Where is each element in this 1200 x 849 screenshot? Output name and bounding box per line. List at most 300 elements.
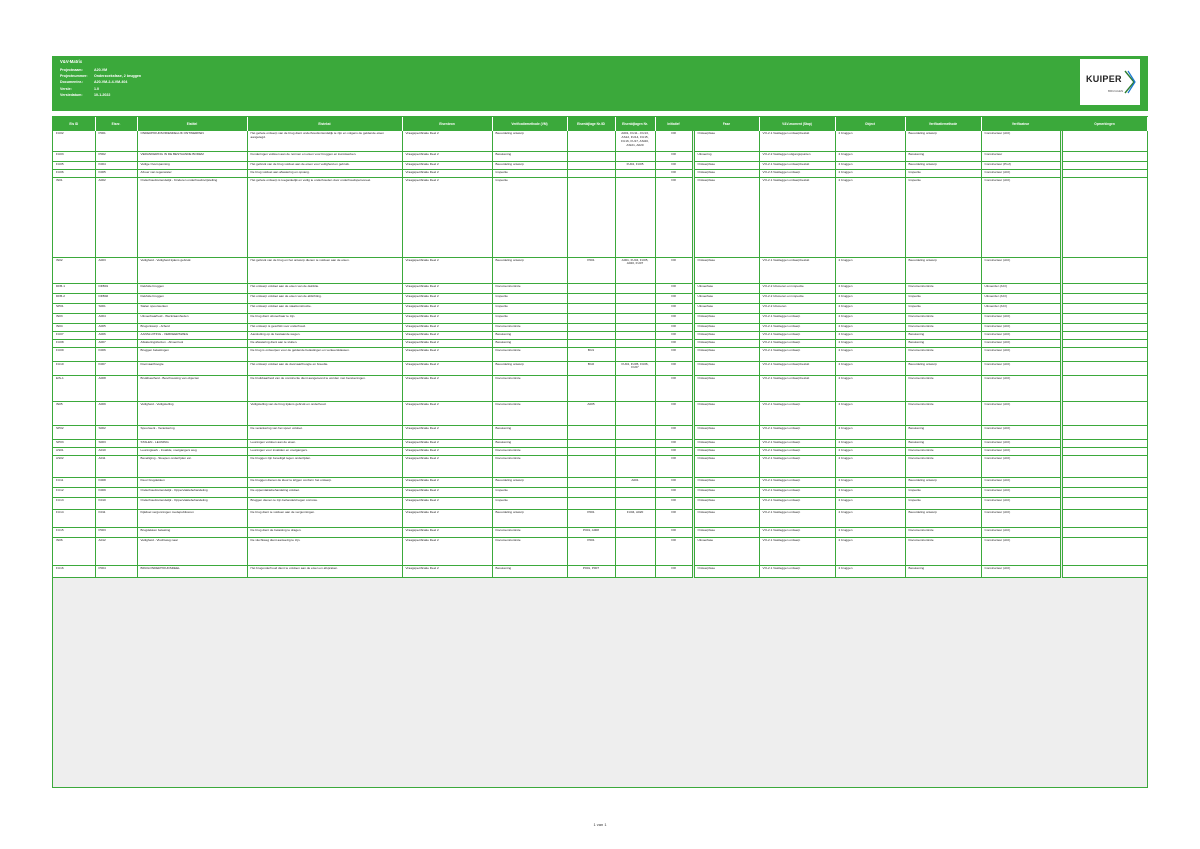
table-cell: Vraagspecificatie Deel 2 (402, 401, 492, 425)
table-cell (1061, 565, 1147, 577)
table-cell: OR (655, 161, 693, 169)
table-cell: De brug dient te voldoen aan de vergunningen. (247, 509, 402, 527)
table-cell: Constructeur (ACI) (981, 487, 1061, 497)
table-cell (615, 401, 655, 425)
table-cell: K008 (95, 477, 137, 487)
table-cell: De verankering van het spoor voldoet. (247, 425, 402, 439)
table-cell: IN01 (53, 177, 95, 257)
logo-subtext: BRUGGEN (1108, 89, 1124, 93)
table-cell: 2 bruggen (835, 339, 905, 347)
table-cell: Het ontwerp is geschikt voor onderhoud. (247, 323, 402, 331)
table-cell: Vraagspecificatie Deel 2 (402, 425, 492, 439)
table-cell: Documentcontrole (492, 537, 567, 565)
table-cell: VO-2.2 Uitvoeren en inspectie (759, 283, 835, 293)
table-cell: A012 (95, 537, 137, 565)
table-cell: A011 (95, 455, 137, 477)
table-cell: A003 (95, 257, 137, 283)
table-cell: Beoordeling ontwerp (905, 257, 981, 283)
table-cell: Het gebruik van de brug voldoet aan de eisen voor veiligheid en gebruik. (247, 161, 402, 169)
table-row (53, 509, 1147, 527)
table-cell: 2 bruggen (835, 293, 905, 303)
table-cell: ONDERHOUDSVRIENDELIJK ONTWERPEN (137, 131, 247, 151)
table-cell (1061, 361, 1147, 375)
table-cell: 2 bruggen (835, 161, 905, 169)
table-cell: OR (655, 497, 693, 509)
table-cell: Documentcontrole (492, 401, 567, 425)
table-cell: Kijkduel vergunningen medepubliceren (137, 509, 247, 527)
table-cell (1061, 439, 1147, 447)
table-row (53, 487, 1147, 497)
table-cell: BIJ1 (567, 347, 615, 361)
vv-matrix-table (52, 116, 1148, 788)
table-cell: Ontwerpfase (693, 331, 759, 339)
table-row (53, 425, 1147, 439)
table-cell: VO-2.1 Vastleggen ontwerp (759, 439, 835, 447)
table-cell: A007 (95, 339, 137, 347)
table-cell: FU14 (53, 509, 95, 527)
table-cell: P001 (567, 257, 615, 283)
table-cell: Ontwerpfase (693, 565, 759, 577)
table-row (53, 439, 1147, 447)
table-cell: Documentcontrole (492, 527, 567, 537)
table-row (53, 169, 1147, 177)
table-row (53, 339, 1147, 347)
table-cell: Funderingen voldoen aan de normen en eisen voor bruggen en kunstwerken. (247, 151, 402, 161)
table-cell: Het ontwerp voldoet aan de eisen van de dekfolie. (247, 283, 402, 293)
table-cell: EIS-1 (53, 375, 95, 401)
table-cell: Beoordeling ontwerp (905, 361, 981, 375)
table-cell: Uitvoerder (ACI) (981, 303, 1061, 313)
table-cell (615, 151, 655, 161)
table-cell: Inspectie (492, 177, 567, 257)
logo-text: KUIPER (1086, 74, 1122, 84)
table-cell: OR (655, 375, 693, 401)
table-cell: OR (655, 313, 693, 323)
table-cell: Ontwerpfase (693, 177, 759, 257)
table-cell: Constructeur (ACI) (981, 537, 1061, 565)
table-row (53, 331, 1147, 339)
table-header-row (53, 117, 1147, 131)
table-cell (1061, 375, 1147, 401)
table-cell: VO-2.1 Vastleggen ontwerpbesluit (759, 361, 835, 375)
table-cell (1061, 487, 1147, 497)
table-cell: OR (655, 303, 693, 313)
table-cell: Constructeur (ACI) (981, 477, 1061, 487)
table-cell: P001, A008 (567, 527, 615, 537)
table-cell: 2 bruggen (835, 131, 905, 151)
meta-value: A20-VM-2-4-VM-404 (94, 80, 128, 85)
table-cell: BIJ2 (567, 361, 615, 375)
table-cell: AS01 (53, 447, 95, 455)
table-cell: Beoordeling ontwerp (905, 477, 981, 487)
meta-key: Projectnaam: (60, 68, 83, 72)
table-cell: FU10 (53, 361, 95, 375)
table-cell: IN04 (53, 323, 95, 331)
table-cell: A001, FU04, FU05, A020, FU07 (615, 257, 655, 283)
table-cell: Uitvoering (693, 151, 759, 161)
table-cell: De brug dient uitvoerbaar te zijn. (247, 313, 402, 323)
table-cell: A002 (95, 177, 137, 257)
table-cell: FU03 (53, 151, 95, 161)
table-cell: Berekening (492, 339, 567, 347)
column-header: Eisnr. (95, 117, 137, 131)
table-cell (567, 497, 615, 509)
table-cell: 2 bruggen (835, 425, 905, 439)
table-cell: Documentcontrole (492, 323, 567, 331)
meta-key: Documentnr.: (60, 80, 84, 85)
table-cell: Ontwerpfase (693, 313, 759, 323)
table-cell: Ontwerpfase (693, 477, 759, 487)
table-cell: A006 (95, 331, 137, 339)
table-cell: Inspectie (905, 487, 981, 497)
table-cell: Constructeur (ACI) (981, 439, 1061, 447)
table-cell: Ontwerpfase (693, 323, 759, 331)
table-cell: Constructeur (ACI) (981, 565, 1061, 577)
table-cell (615, 331, 655, 339)
meta-value: Onderzoeksfase, 2 bruggen (94, 74, 142, 79)
table-cell: Beoordeling ontwerp (492, 257, 567, 283)
table-cell: P001 (567, 509, 615, 527)
table-cell: A010 (95, 447, 137, 455)
table-cell: Doorvaarthoogte (137, 361, 247, 375)
table-cell (567, 169, 615, 177)
table-cell: Inspectie (492, 497, 567, 509)
table-cell: Documentcontrole (905, 347, 981, 361)
table-cell (567, 131, 615, 151)
meta-key: Versiedatum: (60, 92, 83, 97)
table-cell (1061, 177, 1147, 257)
table-cell: VO-2.1 Vastleggen ontwerp (759, 331, 835, 339)
table-cell: VO-2.3 Vastleggen ontwerp (759, 169, 835, 177)
table-cell: FU04, A020 (615, 509, 655, 527)
table-row (53, 177, 1147, 257)
table-cell (615, 455, 655, 477)
table-cell: Constructeur (ACI) (981, 447, 1061, 455)
table-cell: Kleur brugdekken (137, 477, 247, 487)
table-cell: Onderhoudsvriendelijk - Oppervlaktebehandeling (137, 487, 247, 497)
table-row (53, 527, 1147, 537)
table-cell: De bruikbaarheid van de constructie dient aangetoond te worden met berekeningen. (247, 375, 402, 401)
document-header (52, 56, 1148, 111)
table-cell: Vraagspecificatie Deel 2 (402, 439, 492, 447)
table-cell: OR (655, 509, 693, 527)
table-cell: Inspectie (492, 313, 567, 323)
table-cell: OR (655, 177, 693, 257)
table-cell: VO-2.1 Vastleggen ontwerp (759, 339, 835, 347)
table-cell (615, 303, 655, 313)
table-cell: FU09 (53, 347, 95, 361)
table-row (53, 257, 1147, 283)
table-cell: Documentcontrole (905, 313, 981, 323)
table-cell: A005 (95, 323, 137, 331)
table-cell: Beveiliging - Stoepen onderrijden etc. (137, 455, 247, 477)
table-cell: FU15 (53, 527, 95, 537)
table-cell: Vraagspecificatie Deel 2 (402, 477, 492, 487)
table-cell: Ontwerpfase (693, 439, 759, 447)
table-cell: A009 (95, 401, 137, 425)
table-cell: A001, FU11 - FU13, AS12, FU14, FU15, FU16, FU17, ASI20, ASI21, A020 (615, 131, 655, 151)
table-cell: Vraagspecificatie Deel 2 (402, 339, 492, 347)
table-cell (567, 331, 615, 339)
table-cell: FU07 (53, 331, 95, 339)
table-cell: Documentcontrole (492, 455, 567, 477)
column-header: V&V-moment (Stap) (759, 117, 835, 131)
table-cell: OR (655, 257, 693, 283)
table-cell: VO-2.2 Uitvoeren en inspectie (759, 293, 835, 303)
table-cell (1061, 161, 1147, 169)
table-cell: IN06 (53, 537, 95, 565)
table-cell: K007 (95, 361, 137, 375)
table-row (53, 293, 1147, 303)
table-cell: Vraagspecificatie Deel 2 (402, 323, 492, 331)
table-cell: Ontwerpfase (693, 339, 759, 347)
table-cell (567, 425, 615, 439)
table-cell: 2 bruggen (835, 401, 905, 425)
table-cell: Documentcontrole (492, 283, 567, 293)
table-cell: Constructeur (ACI) (981, 177, 1061, 257)
table-cell (615, 339, 655, 347)
table-cell: Onderhoudsvriendelijk - Oppervlaktebehandeling (137, 497, 247, 509)
table-cell: S001 (95, 303, 137, 313)
table-cell (1061, 527, 1147, 537)
table-cell: Beoordeling ontwerp (492, 131, 567, 151)
table-cell: P002 (95, 151, 137, 161)
table-cell: Vraagspecificatie Deel 2 (402, 313, 492, 323)
table-cell: VO-2.1 Vastleggen ontwerp (759, 527, 835, 537)
table-cell: Documentcontrole (492, 347, 567, 361)
table-cell: Veiligheid - Veiligheid tijdens gebruik (137, 257, 247, 283)
table-cell (1061, 169, 1147, 177)
table-cell: Constructeur (ACI) (981, 527, 1061, 537)
table-cell: FU06 (53, 169, 95, 177)
column-header: Opmerkingen (1061, 117, 1147, 131)
table-cell (1061, 313, 1147, 323)
table-cell: Inspectie (492, 487, 567, 497)
table-cell: VO-2.1 Vastleggen ontwerp (759, 347, 835, 361)
table-row (53, 151, 1147, 161)
table-cell: Dekfolie bruggen (137, 283, 247, 293)
table-cell (567, 283, 615, 293)
table-cell: 2 bruggen (835, 565, 905, 577)
table-cell (1061, 455, 1147, 477)
table-cell: P004 (95, 565, 137, 577)
table-cell: De brug dient de belasting te dragen. (247, 527, 402, 537)
table-cell (615, 497, 655, 509)
table-cell: OR (655, 455, 693, 477)
table-cell: FU12 (53, 487, 95, 497)
table-cell: Aansluiting op de bestaande wegen. (247, 331, 402, 339)
table-cell: Stalen spoorwerken (137, 303, 247, 313)
page-number: 1 van 1 (593, 822, 607, 827)
table-cell (615, 177, 655, 257)
table-cell: Leuningen voldoen aan de eisen. (247, 439, 402, 447)
table-cell: Documentcontrole (905, 323, 981, 331)
table-cell: Beoordeling ontwerp (492, 161, 567, 169)
table-cell: Ontwerpfase (693, 131, 759, 151)
table-row (53, 313, 1147, 323)
table-cell: Constructeur (ACI) (981, 169, 1061, 177)
table-cell: A004 (95, 313, 137, 323)
table-cell: Berekening (905, 565, 981, 577)
table-cell: Berekening (905, 151, 981, 161)
column-header: Eisenbron (402, 117, 492, 131)
table-cell: Ontwerpfase (693, 169, 759, 177)
table-cell (1061, 151, 1147, 161)
table-cell: Ontwerpfase (693, 257, 759, 283)
table-cell: 2 bruggen (835, 347, 905, 361)
table-cell: Uitvoerfase (693, 303, 759, 313)
table-cell: Onderhoudsvriendelijk - Kinderen onderhoudsvrijstelling (137, 177, 247, 257)
table-cell: Vraagspecificatie Deel 2 (402, 447, 492, 455)
table-cell: Berekening (905, 425, 981, 439)
table-cell: OR (655, 537, 693, 565)
table-cell: Ontwerpfase (693, 497, 759, 509)
column-header: Eisenbijlagen Nr. (615, 117, 655, 131)
table-cell: Documentcontrole (905, 455, 981, 477)
table-cell: De vluchtweg dient aanwezig te zijn. (247, 537, 402, 565)
table-cell: OR (655, 131, 693, 151)
table-cell: Dekfolie bruggen (137, 293, 247, 303)
table-cell: IN02 (53, 257, 95, 283)
table-cell (615, 293, 655, 303)
table-cell: Vraagspecificatie Deel 2 (402, 303, 492, 313)
table-cell: A008 (95, 375, 137, 401)
table-cell: 2 bruggen (835, 497, 905, 509)
table-cell: Berekening (492, 565, 567, 577)
table-cell: OR (655, 361, 693, 375)
table-cell: Ontwerpfase (693, 527, 759, 537)
table-cell: 2 bruggen (835, 361, 905, 375)
table-cell: DFB02 (95, 293, 137, 303)
table-cell: OR (655, 339, 693, 347)
table-cell: Uitvoerfase (693, 283, 759, 293)
column-header: Eisenbijlage Nr./ID (567, 117, 615, 131)
table-cell (615, 169, 655, 177)
table-cell: Het gebruik van de brug en het ontwerp dienen te voldoen aan de eisen. (247, 257, 402, 283)
table-cell: VO-2.1 Vastleggen ontwerp (759, 565, 835, 577)
table-cell: Ontwerpfase (693, 347, 759, 361)
table-cell: Vraagspecificatie Deel 2 (402, 257, 492, 283)
table-cell: Constructeur (ACI) (981, 509, 1061, 527)
table-cell: SP03 (53, 439, 95, 447)
table-cell: Berekening (492, 151, 567, 161)
meta-row (60, 92, 141, 98)
table-cell: Constructeur (ACI) (981, 455, 1061, 477)
table-cell: Uitvoerfase (693, 537, 759, 565)
logo-mark-icon (1124, 69, 1136, 95)
table-cell: Vraagspecificatie Deel 2 (402, 375, 492, 401)
table-cell: Inspectie (492, 293, 567, 303)
table-cell (567, 313, 615, 323)
table-cell: Constructeur (ACI) (981, 361, 1061, 375)
table-cell: Vraagspecificatie Deel 2 (402, 293, 492, 303)
table-cell: 2 bruggen (835, 447, 905, 455)
table-cell: De afwatering dient aan te sluiten. (247, 339, 402, 347)
table-cell (567, 375, 615, 401)
table-cell: Beoordeling ontwerp (905, 161, 981, 169)
table-cell (1061, 323, 1147, 331)
meta-key: Projectnummer: (60, 74, 88, 79)
table-cell: 2 bruggen (835, 177, 905, 257)
table-row (53, 537, 1147, 565)
table-cell: DFB01 (95, 283, 137, 293)
table-cell: Constructeur (ACI) (981, 313, 1061, 323)
table-cell (567, 455, 615, 477)
table-cell: Leuningwerk - Invalide, voetgangers weg (137, 447, 247, 455)
table-cell: Constructeur (ACI) (981, 375, 1061, 401)
table-cell: Vraagspecificatie Deel 2 (402, 509, 492, 527)
table-cell: AANSLUITING - VERKEERSWEG (137, 331, 247, 339)
table-cell: FU02 (53, 131, 95, 151)
table-cell (615, 313, 655, 323)
table-cell (615, 375, 655, 401)
column-header: Verificateur (981, 117, 1061, 131)
column-header: Verificatiemethode (905, 117, 981, 131)
table-cell: Brugdekken belasting (137, 527, 247, 537)
table-cell: P001 (567, 537, 615, 565)
table-cell: Ontwerpfase (693, 401, 759, 425)
column-header: Verificatiemethode (VM) (492, 117, 567, 131)
table-cell (615, 527, 655, 537)
table-cell: Inspectie (905, 303, 981, 313)
table-cell: OR (655, 169, 693, 177)
table-cell: Vraagspecificatie Deel 2 (402, 497, 492, 509)
table-cell: 2 bruggen (835, 169, 905, 177)
table-cell (615, 283, 655, 293)
table-cell: Inspectie (905, 177, 981, 257)
table-cell: VO-2.1 Vastleggen ontwerp (759, 447, 835, 455)
table-cell: Documentcontrole (492, 447, 567, 455)
table-row (53, 401, 1147, 425)
table-cell (567, 303, 615, 313)
table-cell: Documentcontrole (905, 283, 981, 293)
table-cell: A005 (567, 401, 615, 425)
table-cell (567, 323, 615, 331)
table-cell: 2 bruggen (835, 477, 905, 487)
table-cell (615, 439, 655, 447)
table-cell: K010 (95, 497, 137, 509)
table-cell: A001 (615, 477, 655, 487)
table-cell: Inspectie (905, 169, 981, 177)
table-cell: OR (655, 527, 693, 537)
table-cell: VO-2.1 Vastleggen ontwerp (759, 455, 835, 477)
table-row (53, 375, 1147, 401)
table-cell: Documentcontrole (492, 375, 567, 401)
table-cell: Constructeur (ACI) (981, 497, 1061, 509)
table-cell: Veiligstelling van de brug tijdens gebruik en onderhoud. (247, 401, 402, 425)
table-cell: Ontwerpfase (693, 487, 759, 497)
table-row (53, 131, 1147, 151)
table-cell (567, 487, 615, 497)
column-header: Eistekst (247, 117, 402, 131)
table-cell (615, 425, 655, 439)
table-cell: Constructeur (ACI) (981, 131, 1061, 151)
table-cell: Veiligheid - Vluchtweg naar (137, 537, 247, 565)
table-cell: Uitvoerder (ACI) (981, 283, 1061, 293)
table-cell: FU04, FU05 (615, 161, 655, 169)
table-cell: 2 bruggen (835, 303, 905, 313)
table-cell: 2 bruggen (835, 487, 905, 497)
table-cell: K011 (95, 509, 137, 527)
table-cell: OR (655, 151, 693, 161)
table-cell: Documentcontrole (905, 527, 981, 537)
table-cell (1061, 303, 1147, 313)
table-cell (1061, 477, 1147, 487)
table-cell: OR (655, 447, 693, 455)
table-cell: K006 (95, 347, 137, 361)
table-cell: VO-2.1 Vastleggen ontwerpbesluit (759, 257, 835, 283)
table-cell: 2 bruggen (835, 455, 905, 477)
